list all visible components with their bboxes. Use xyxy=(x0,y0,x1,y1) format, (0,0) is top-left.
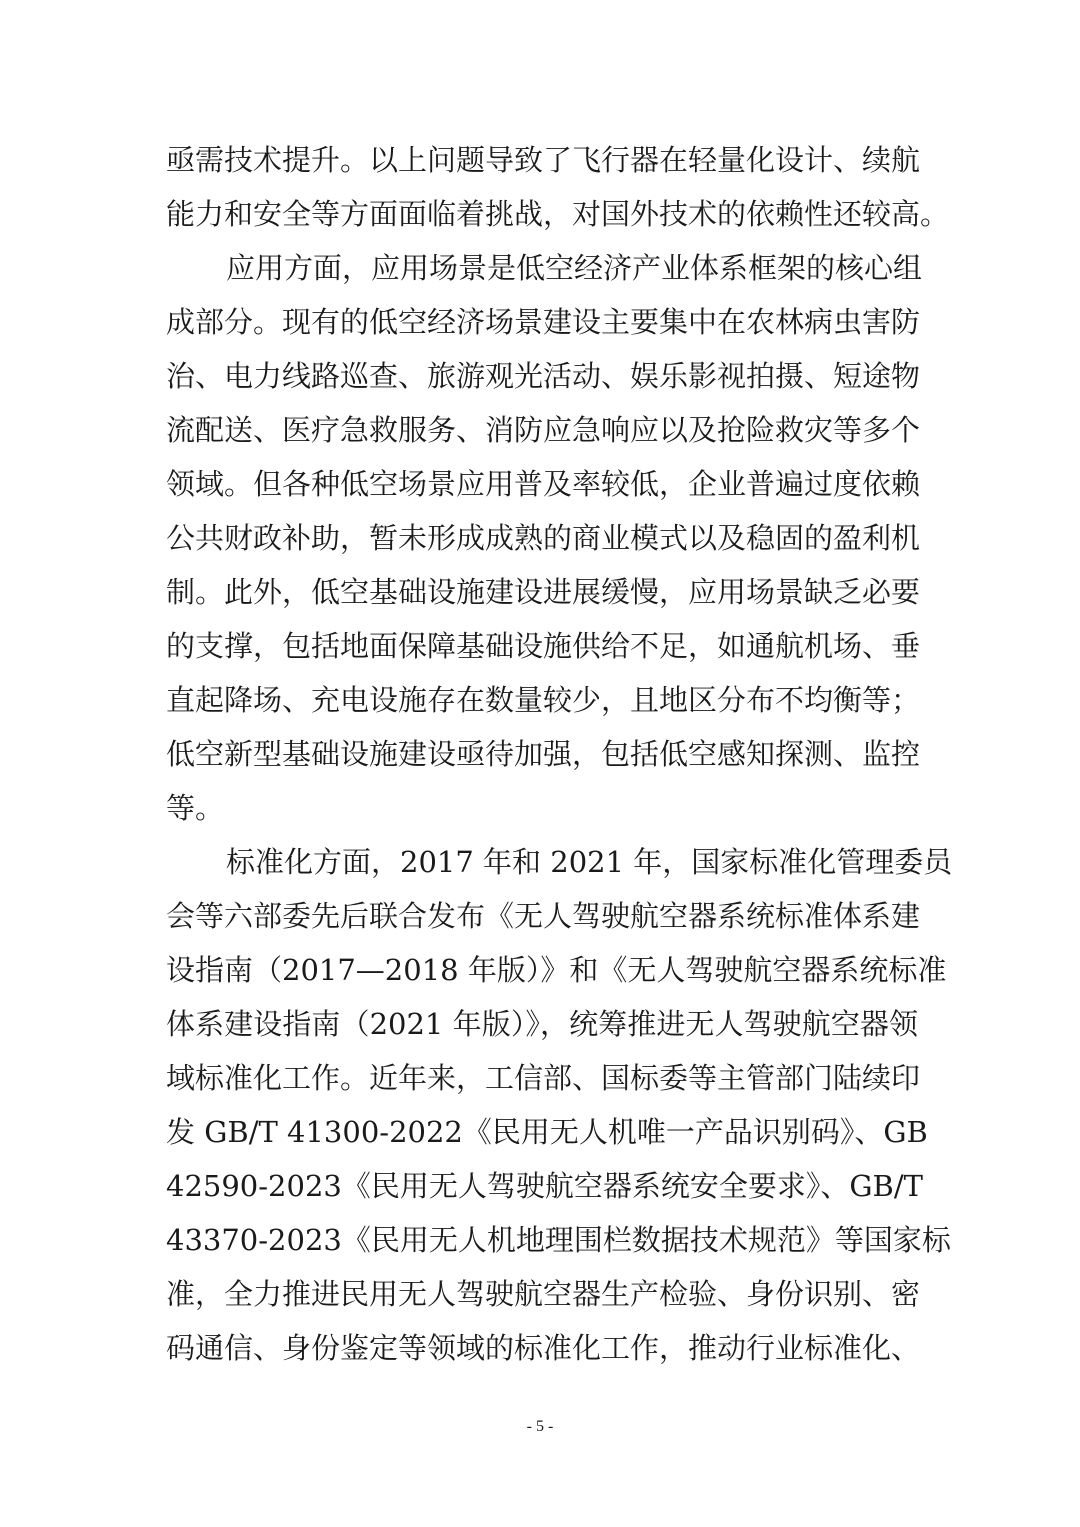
text-line: 的支撑，包括地面保障基础设施供给不足，如通航机场、垂 xyxy=(166,629,921,663)
text-line: 低空新型基础设施建设亟待加强，包括低空感知探测、监控 xyxy=(166,737,921,771)
page-number: - 5 - xyxy=(526,1418,554,1435)
text-line: 准，全力推进民用无人驾驶航空器生产检验、身份识别、密 xyxy=(166,1277,921,1311)
text-line: 制。此外，低空基础设施建设进展缓慢，应用场景缺乏必要 xyxy=(166,575,921,609)
text-line: 等。 xyxy=(166,791,225,825)
text-line: 设指南（2017—2018 年版）》和《无人驾驶航空器系统标准 xyxy=(166,953,947,987)
text-line: 亟需技术提升。以上问题导致了飞行器在轻量化设计、续航 xyxy=(166,143,921,177)
text-line: 体系建设指南（2021 年版）》，统筹推进无人驾驶航空器领 xyxy=(166,1007,918,1041)
paragraph-start-line: 标准化方面，2017 年和 2021 年，国家标准化管理委员 xyxy=(226,845,953,879)
text-line: 43370-2023《民用无人机地理围栏数据技术规范》等国家标 xyxy=(166,1223,951,1257)
text-line: 会等六部委先后联合发布《无人驾驶航空器系统标准体系建 xyxy=(166,899,921,933)
text-line: 公共财政补助，暂未形成成熟的商业模式以及稳固的盈利机 xyxy=(166,521,921,555)
paragraph-start-line: 应用方面，应用场景是低空经济产业体系框架的核心组 xyxy=(226,251,923,285)
text-line: 流配送、医疗急救服务、消防应急响应以及抢险救灾等多个 xyxy=(166,413,921,447)
text-line: 领域。但各种低空场景应用普及率较低，企业普遍过度依赖 xyxy=(166,467,921,501)
text-line: 能力和安全等方面面临着挑战，对国外技术的依赖性还较高。 xyxy=(166,197,950,231)
text-line: 42590-2023《民用无人驾驶航空器系统安全要求》、GB/T xyxy=(166,1169,923,1203)
text-line: 治、电力线路巡查、旅游观光活动、娱乐影视拍摄、短途物 xyxy=(166,359,921,393)
text-line: 直起降场、充电设施存在数量较少，且地区分布不均衡等； xyxy=(166,683,921,717)
text-line: 成部分。现有的低空经济场景建设主要集中在农林病虫害防 xyxy=(166,305,921,339)
text-line: 域标准化工作。近年来，工信部、国标委等主管部门陆续印 xyxy=(166,1061,921,1095)
text-line: 码通信、身份鉴定等领域的标准化工作，推动行业标准化、 xyxy=(166,1331,921,1365)
text-line: 发 GB/T 41300-2022《民用无人机唯一产品识别码》、GB xyxy=(166,1115,928,1149)
